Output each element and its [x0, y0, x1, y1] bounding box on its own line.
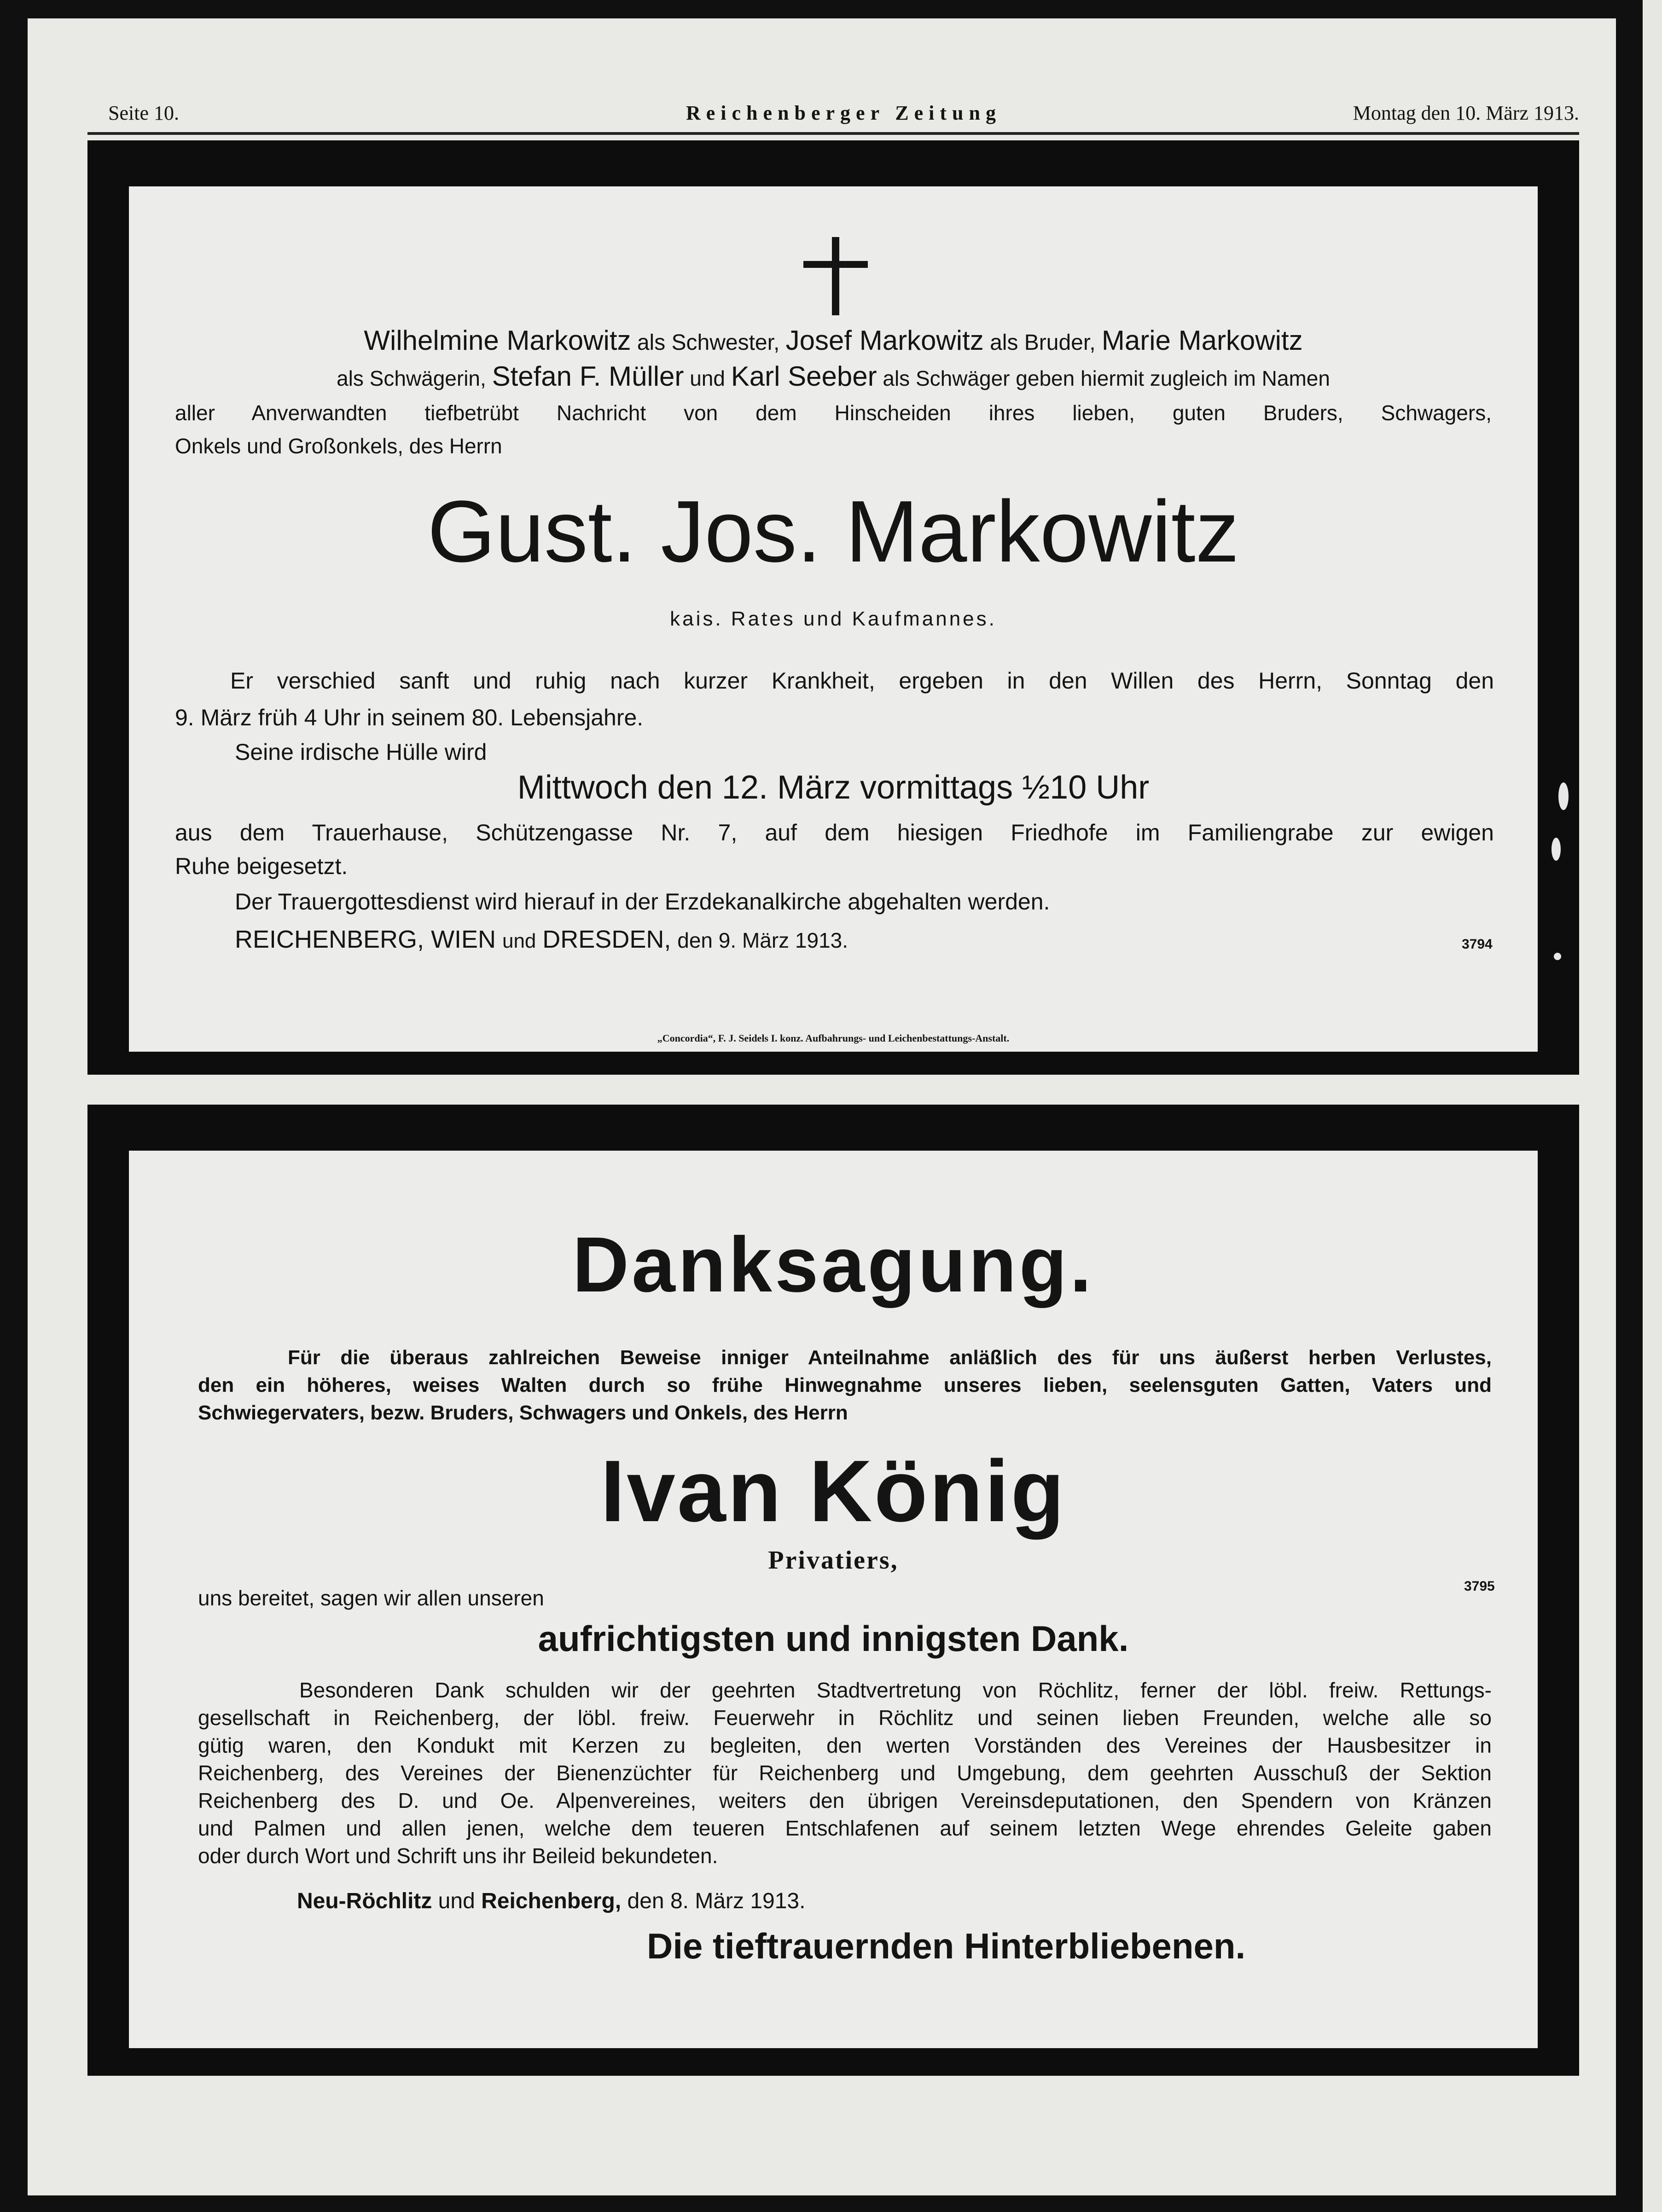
- undertaker-imprint: „Concordia“, F. J. Seidels I. konz. Aufbahrungs- und Leichenbestattungs-Anstalt.: [657, 1032, 1010, 1044]
- thanks-body: Reichenberg, des Vereines der Bienenzüchter für Reichenberg und Umgebung, dem geehrten Ausschuß der Sektion: [198, 1761, 1492, 1785]
- thanks-intro: den ein höheres, weises Walten durch so frühe Hinwegnahme unseres lieben, seelensguten Gatten, Vaters und: [198, 1374, 1492, 1396]
- thanks-notice: [129, 1151, 1538, 2048]
- deceased-name: Gust. Jos. Markowitz: [427, 483, 1239, 580]
- prepared-text: uns bereitet, sagen wir allen unseren: [198, 1586, 544, 1610]
- death-text: 9. März früh 4 Uhr in seinem 80. Lebensjahre.: [175, 705, 644, 730]
- thanks-body: und Palmen und allen jenen, welche dem teueren Entschlafenen auf seinem letzten Wege ehrendes Geleite gaben: [198, 1816, 1492, 1840]
- ad-reference: 3795: [1464, 1579, 1495, 1594]
- burial-text: aus dem Trauerhause, Schützengasse Nr. 7, auf dem hiesigen Friedhofe im Familiengrabe zur ewigen: [175, 820, 1494, 845]
- thanks-heading: Danksagung.: [572, 1221, 1094, 1309]
- page-number: Seite 10.: [108, 102, 179, 124]
- service-text: Der Trauergottesdienst wird hierauf in der Erzdekanalkirche abgehalten werden.: [235, 889, 1050, 915]
- place-date: Neu-Röchlitz und Reichenberg, den 8. März 1913.: [297, 1889, 806, 1913]
- scan-speck: [1558, 782, 1569, 810]
- death-text: Er verschied sanft und ruhig nach kurzer Krankheit, ergeben in den Willen des Herrn, Sonntag den: [230, 668, 1494, 694]
- mourner-name: Karl Seeber: [731, 361, 877, 392]
- mourner-name: Josef Markowitz: [785, 325, 984, 356]
- deceased-title: Privatiers,: [768, 1546, 899, 1575]
- ad-reference: 3794: [1462, 937, 1493, 952]
- thanks-body: gesellschaft in Reichenberg, der löbl. freiw. Feuerwehr in Röchlitz und seinen lieben Freunden, welche alle so: [198, 1706, 1492, 1730]
- funeral-date: Mittwoch den 12. März vormittags ½10 Uhr: [517, 769, 1150, 806]
- header-rule: [87, 132, 1579, 135]
- thanks-body: Besonderen Dank schulden wir der geehrten Stadtvertretung von Röchlitz, ferner der löbl. freiw. Rettungs-: [299, 1678, 1492, 1702]
- mourner-name: Wilhelmine Markowitz: [364, 325, 631, 356]
- thanks-body: gütig waren, den Kondukt mit Kerzen zu begleiten, den werten Vorständen des Vereines der Hausbesitzer in: [198, 1733, 1492, 1757]
- deceased-name: Ivan König: [600, 1442, 1066, 1540]
- thanks-intro: Für die überaus zahlreichen Beweise inniger Anteilnahme anläßlich des für uns äußerst herben Verlustes,: [288, 1346, 1492, 1369]
- intro-text: Onkels und Großonkels, des Herrn: [175, 434, 502, 458]
- page-edge: [1643, 0, 1662, 2212]
- page-header: [108, 101, 1579, 133]
- thanks-frame: [87, 1105, 1579, 2076]
- thanks-body: oder durch Wort und Schrift uns ihr Beileid bekundeten.: [198, 1844, 718, 1868]
- thanks-intro: Schwiegervaters, bezw. Bruders, Schwagers und Onkels, des Herrn: [198, 1401, 848, 1424]
- mourner-name: Marie Markowitz: [1101, 325, 1303, 356]
- mourner-name: Stefan F. Müller: [492, 361, 684, 392]
- signature: Die tieftrauernden Hinterbliebenen.: [647, 1926, 1246, 1966]
- deceased-title: kais. Rates und Kaufmannes.: [670, 608, 997, 630]
- issue-date: Montag den 10. März 1913.: [1353, 102, 1579, 124]
- obituary-notice: [129, 186, 1538, 1052]
- scan-speck: [1554, 953, 1561, 960]
- mourners-line-2: als Schwägerin, Stefan F. Müller und Karl Seeber als Schwäger geben hiermit zugleich im Namen: [337, 361, 1330, 392]
- mourners-line-1: Wilhelmine Markowitz als Schwester, Josef Markowitz als Bruder, Marie Markowitz: [364, 325, 1303, 356]
- thanks-body: Reichenberg des D. und Oe. Alpenvereines, weiters den übrigen Vereinsdeputationen, den Spendern von Kränzen: [198, 1789, 1492, 1812]
- remains-text: Seine irdische Hülle wird: [235, 739, 487, 765]
- newspaper-title: Reichenberger Zeitung: [686, 102, 1002, 124]
- thanks-line: aufrichtigsten und innigsten Dank.: [538, 1618, 1129, 1659]
- place-date: REICHENBERG, WIEN und DRESDEN, den 9. März 1913.: [235, 926, 848, 953]
- burial-text: Ruhe beigesetzt.: [175, 853, 348, 879]
- obituary-frame: [87, 140, 1579, 1075]
- intro-text: aller Anverwandten tiefbetrübt Nachricht von dem Hinscheiden ihres lieben, guten Bruders, Schwagers,: [175, 401, 1492, 425]
- scan-speck: [1552, 838, 1561, 861]
- cross-icon: [803, 237, 868, 315]
